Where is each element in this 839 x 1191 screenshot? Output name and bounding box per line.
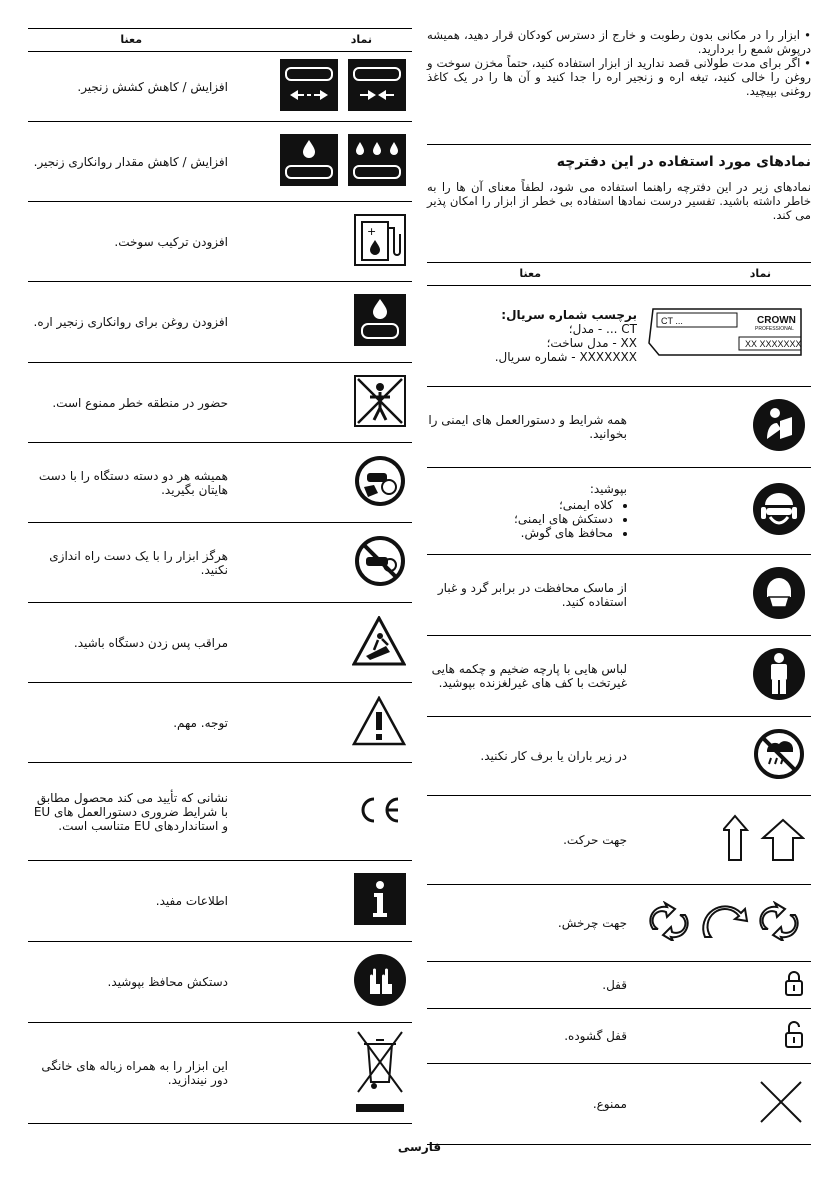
row-text: این ابزار را به همراه زباله های خانگی دور نیندازید. — [41, 1059, 228, 1087]
dust-mask-icon — [753, 567, 805, 623]
serial-line: XX - مدل ساخت؛ — [546, 336, 637, 350]
helmet-goggles-ear-icon — [753, 483, 805, 539]
row-text: افزودن روغن برای روانکاری زنجیر اره. — [33, 315, 228, 329]
header-meaning: معنا — [120, 33, 142, 46]
symbols-table-left — [28, 28, 412, 1124]
row-text: قفل گشوده. — [564, 1029, 627, 1043]
header-meaning: معنا — [519, 267, 541, 280]
info-icon — [354, 873, 406, 929]
table-row — [28, 603, 412, 683]
lock-icon — [783, 969, 805, 1001]
weee-bin-icon — [354, 1026, 406, 1120]
table-header-right — [427, 262, 811, 286]
row-text: همه شرایط و دستورالعمل های ایمنی را بخوانید. — [428, 413, 627, 441]
row-text: نشانی که تأیید می کند محصول مطابق با شرایط ضروری دستورالعمل های EU و استانداردهای EU متناسب است. — [33, 790, 228, 833]
table-row — [28, 363, 412, 443]
section-title: نمادهای مورد استفاده در این دفترچه — [556, 154, 811, 170]
table-row — [427, 885, 811, 962]
row-text: همیشه هر دو دسته دستگاه را با دست هایتان بگیرید. — [38, 468, 228, 497]
serial-line: CT ... - مدل؛ — [568, 322, 637, 336]
svg-text:+: + — [367, 224, 377, 238]
wear-list — [427, 482, 627, 540]
row-text: لباس هایی با پارچه ضخیم و چکمه هایی غیرتخت با کف های غیرلغزنده بپوشید. — [431, 662, 627, 690]
read-manual-icon — [753, 399, 805, 455]
table-row — [427, 1064, 811, 1145]
label-brand: CROWN — [757, 315, 796, 326]
direction-arrows-icon — [723, 812, 805, 868]
serial-description — [427, 308, 637, 364]
unlock-icon — [783, 1019, 805, 1053]
section-intro: نمادهای زیر در این دفترچه راهنما استفاده می شود، لطفاً معنای آن ها را به خاطر داشته باشید. تفسیر درست نمادها استفاده بی خطر از ابزار را امکان پذیر می کند. — [427, 180, 811, 222]
row-text: افزودن ترکیب سوخت. — [114, 234, 228, 249]
serial-line: XXXXXXX - شماره سریال. — [494, 350, 637, 364]
no-persons-icon — [354, 375, 406, 431]
forbidden-x-icon — [757, 1078, 805, 1130]
kickback-warning-icon — [352, 616, 406, 670]
list-item: • کلاه ایمنی؛ — [427, 498, 613, 512]
label-serial: XX XXXXXXX — [745, 339, 802, 349]
row-text: دستکش محافظ بپوشید. — [107, 975, 228, 989]
no-rain-snow-icon — [753, 728, 805, 784]
table-row — [427, 796, 811, 885]
gloves-icon — [354, 954, 406, 1010]
row-text: حضور در منطقه خطر ممنوع است. — [52, 395, 228, 410]
row-text: افزایش / کاهش مقدار روانکاری زنجیر. — [33, 154, 228, 169]
row-text: اطلاعات مفید. — [155, 894, 228, 908]
table-row — [28, 763, 412, 861]
serial-label-icon — [645, 305, 805, 367]
wear-intro: بپوشید: — [589, 482, 627, 496]
chain-tension-icon — [280, 59, 406, 115]
fuel-mixture-icon — [354, 214, 406, 270]
table-row — [427, 636, 811, 717]
table-row — [28, 1023, 412, 1124]
table-row — [427, 717, 811, 796]
storage-instructions — [427, 28, 811, 98]
symbols-table-right — [427, 262, 811, 1145]
section-divider — [427, 144, 811, 145]
table-row — [28, 202, 412, 282]
header-symbol: نماد — [749, 267, 771, 280]
serial-heading: برچسب شماره سریال: — [501, 308, 637, 322]
table-row — [28, 122, 412, 202]
chain-oil-icon — [354, 294, 406, 350]
row-text: ممنوع. — [592, 1097, 627, 1111]
table-row — [427, 962, 811, 1009]
bullet-paragraph: • ابزار را در مکانی بدون رطوبت و خارج از دسترس کودکان قرار دهید، همیشه درپوش شمع را بردارید. — [427, 28, 811, 56]
table-row — [28, 52, 412, 122]
table-row — [28, 942, 412, 1023]
table-row — [427, 555, 811, 636]
warning-triangle-icon — [352, 696, 406, 750]
table-row — [28, 861, 412, 942]
header-symbol: نماد — [350, 33, 372, 46]
table-row — [28, 683, 412, 763]
table-row — [427, 468, 811, 555]
table-row — [28, 523, 412, 603]
bullet-paragraph: • اگر برای مدت طولانی قصد ندارید از ابزار استفاده کنید، حتماً مخزن سوخت و روغن را خالی کنید، تیغه اره و زنجیر اره را جدا کنید و آن ها را در یک کاغذ روغنی بپیچید. — [427, 56, 811, 98]
table-row — [28, 282, 412, 363]
row-text: مراقب پس زدن دستگاه باشید. — [73, 635, 228, 650]
row-text: افزایش / کاهش کشش زنجیر. — [77, 79, 228, 94]
row-text: جهت حرکت. — [563, 833, 627, 847]
two-hands-icon — [354, 455, 406, 511]
label-model: CT ... — [661, 316, 683, 326]
row-text: در زیر باران یا برف کار نکنید. — [480, 749, 627, 763]
protective-clothing-icon — [753, 648, 805, 704]
table-row — [28, 443, 412, 523]
label-brand-sub: PROFESSIONAL — [755, 326, 794, 332]
table-header-left — [28, 28, 412, 52]
language-footer: فارسی — [397, 1140, 442, 1154]
table-row — [427, 1009, 811, 1064]
row-text: قفل. — [602, 978, 627, 992]
wear-items — [427, 498, 613, 540]
list-item: • دستکش های ایمنی؛ — [427, 512, 613, 526]
list-item: • محافظ های گوش. — [427, 526, 613, 540]
table-row — [427, 387, 811, 468]
ce-mark-icon — [354, 795, 406, 829]
no-one-hand-icon — [354, 535, 406, 591]
row-text: از ماسک محافظت در برابر گرد و غبار استفاده کنید. — [437, 581, 627, 609]
chain-lubrication-icon — [280, 134, 406, 190]
row-text: توجه. مهم. — [173, 715, 228, 730]
row-text: هرگز ابزار را با یک دست راه اندازی نکنید. — [49, 548, 228, 577]
serial-label-row — [427, 286, 811, 387]
row-text: جهت چرخش. — [557, 916, 627, 930]
rotation-arrows-icon — [645, 901, 805, 945]
